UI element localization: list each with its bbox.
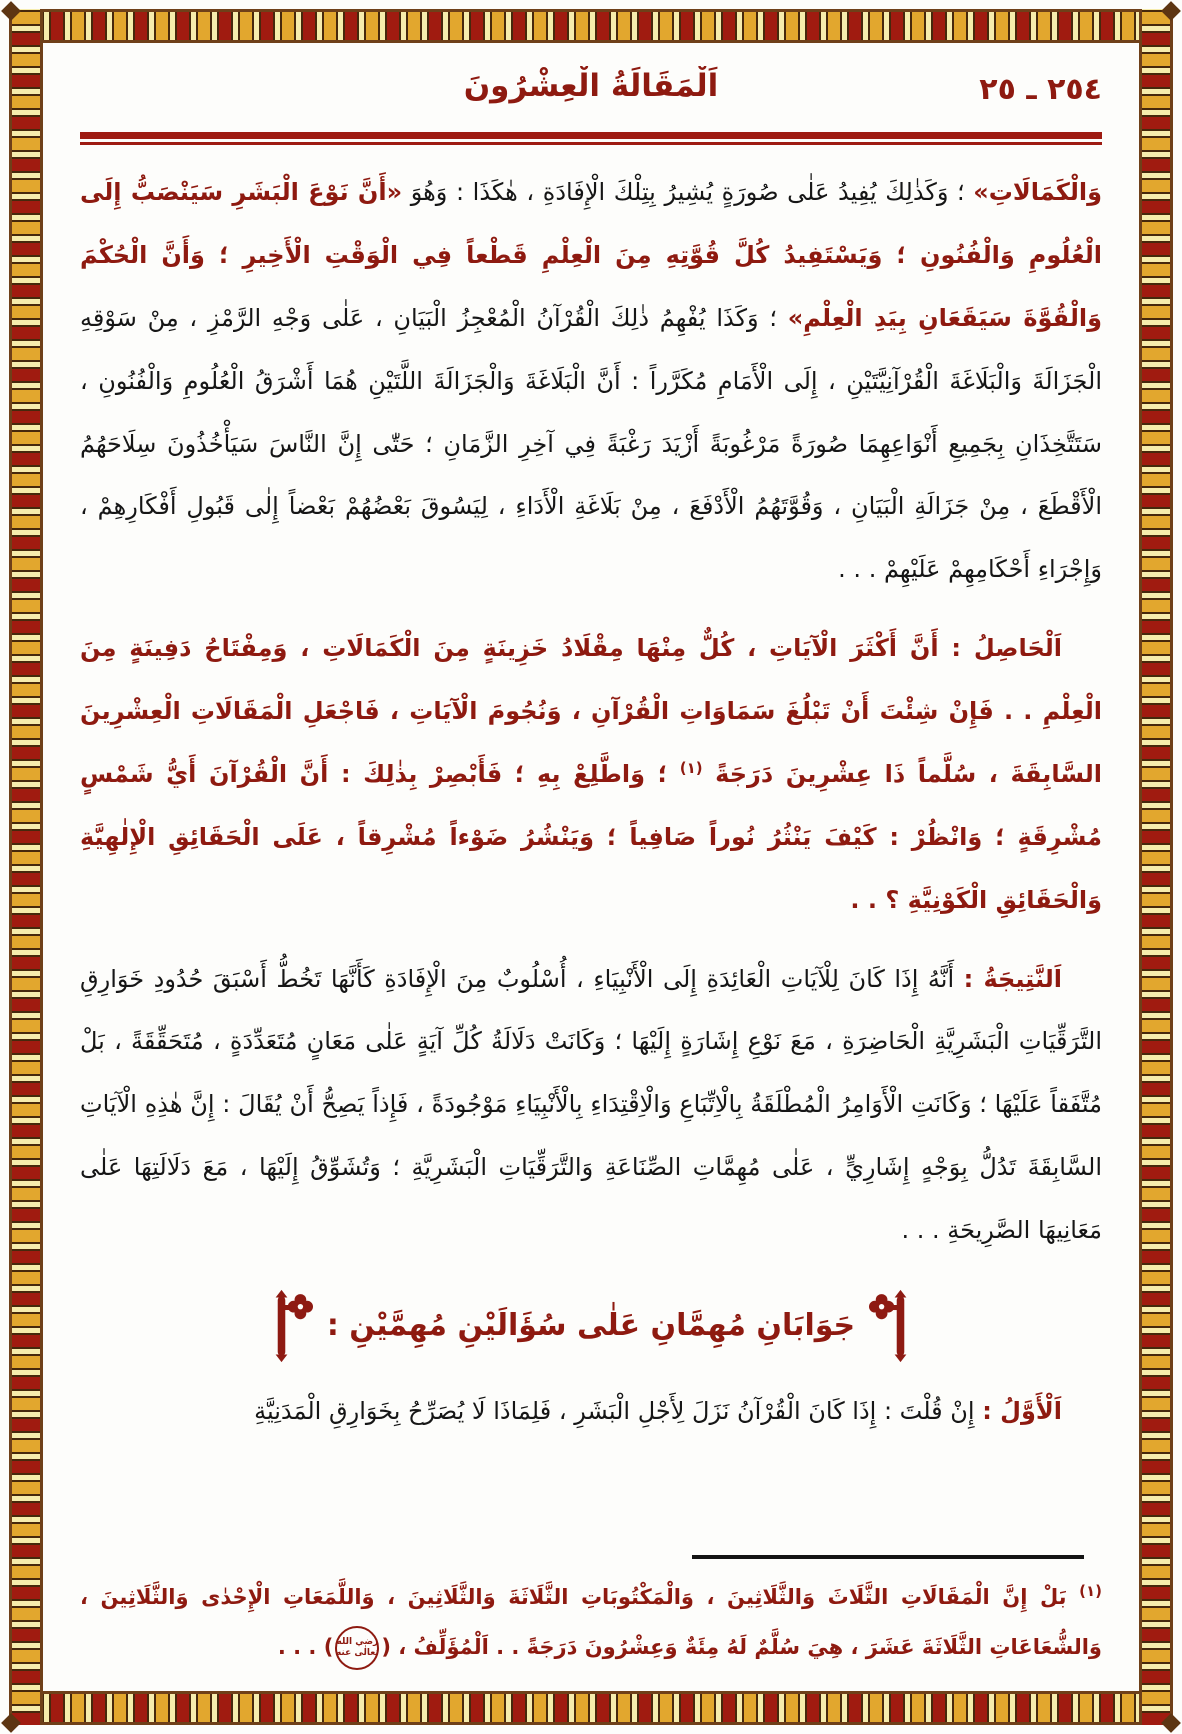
page-title: اَلْمَقَالَةُ الْعِشْرُونَ xyxy=(463,68,719,104)
paragraph-alawwal xyxy=(80,1380,1102,1443)
footnote-tail: . . . xyxy=(277,1634,324,1659)
paragraph-lead-word: اَلنَّتِيجَةُ : xyxy=(963,964,1062,993)
body-span: إِنْ قُلْتَ : إِذَا كَانَ الْقُرْآنُ نَزَلَ لِأَجْلِ الْبَشَرِ ، فَلِمَاذَا لَا يُصَرِّحُ بِخَوَارِقِ الْمَدَنِيَّةِ xyxy=(254,1396,983,1425)
header-divider-rule xyxy=(80,132,1102,145)
page-header xyxy=(80,66,1102,122)
emphasized-text: ؛ وَاطَّلِعْ بِهِ ؛ فَأَبْصِرْ بِذٰلِكَ : أَنَّ الْقُرْآنَ أَيُّ شَمْسٍ مُشْرِقَةٍ ؛ وَانْظُرْ : كَيْفَ يَنْثُرُ نُوراً صَافِياً ؛ وَيَنْشُرُ ضَوْءاً مُشْرِقاً ، عَلَى الْحَقَائِقِ الْإِلٰهِيَّةِ وَالْحَقَائِقِ الْكَوْنِيَّةِ ؟ . . xyxy=(80,759,1102,914)
ornate-border-left xyxy=(9,9,43,1725)
quoted-phrase: «أَنَّ نَوْعَ الْبَشَرِ سَيَنْصَبُّ إِلَى الْعُلُومِ وَالْفُنُونِ ؛ وَيَسْتَفِيدُ كُلَّ قُوَّتِهِ مِنَ الْعِلْمِ قَطْعاً فِي الْوَقْتِ الْأَخِيرِ ؛ وَأَنَّ الْحُكْمَ وَالْقُوَّةَ سَيَقَعَانِ بِيَدِ الْعِلْمِ» xyxy=(80,178,1102,332)
paragraph-alhasil xyxy=(80,617,1102,931)
emphasized-text: اَلْحَاصِلُ : أَنَّ أَكْثَرَ الْآيَاتِ ، كُلٌّ مِنْهَا مِقْلَادُ خَزِينَةٍ مِنَ الْكَمَالَاتِ ، وَمِفْتَاحُ دَفِينَةٍ مِنَ الْعِلْمِ . . فَإِنْ شِئْتَ أَنْ تَبْلُغَ سَمَاوَاتِ الْقُرْآنِ ، وَنُجُومَ الْآيَاتِ ، فَاجْعَلِ الْمَقَالَاتِ الْعِشْرِينَ السَّابِقَةَ ، سُلَّماً ذَا عِشْرِينَ دَرَجَةً xyxy=(80,634,1102,788)
ornate-border-top xyxy=(9,9,1173,43)
seal-text-line: تعالٰى عنه xyxy=(335,1647,379,1658)
footnote-reference: (١) xyxy=(679,758,703,777)
body-span: ؛ وَكَذٰلِكَ يُفِيدُ عَلٰى صُورَةٍ يُشِيرُ بِتِلْكَ الْإِفَادَةِ ، هٰكَذَا : وَهُوَ xyxy=(402,178,974,206)
footnote-separator-rule xyxy=(692,1555,1084,1559)
radiallahu-anhu-seal-icon xyxy=(335,1626,379,1670)
ornate-border-bottom xyxy=(9,1691,1173,1725)
paragraph-continuation xyxy=(80,161,1102,601)
paragraph-lead-word: اَلْأَوَّلُ : xyxy=(982,1396,1062,1425)
section-heading-text: جَوَابَانِ مُهِمَّانِ عَلٰى سُؤَالَيْنِ مُهِمَّيْنِ : xyxy=(326,1307,856,1343)
body-text xyxy=(80,161,1102,1443)
paren-open: ( xyxy=(381,1634,391,1659)
footnote-body: بَلْ إِنَّ الْمَقَالَاتِ الثَّلَاثَ وَالثَّلَاثِينَ ، وَالْمَكْتُوبَاتِ الثَّلَاثَةَ وَالثَّلَاثِينَ ، وَاللَّمَعَاتِ الْإِحْدٰى وَالثَّلَاثِينَ ، وَالشُّعَاعَاتِ الثَّلَاثَةَ عَشَرَ ، هِيَ سُلَّمٌ لَهُ مِئَةٌ وَعِشْرُونَ دَرَجَةً . . اَلْمُؤَلِّفُ ، xyxy=(80,1585,1102,1659)
page-number: ٢٥٤ ـ ٢٥ xyxy=(979,72,1102,107)
floral-bracket-icon xyxy=(271,1286,313,1366)
floral-bracket-icon xyxy=(869,1286,911,1366)
footnote-text xyxy=(80,1573,1102,1672)
seal-text-line: رضي الله xyxy=(336,1637,379,1648)
footnote-area xyxy=(80,1555,1102,1672)
ornate-border-right xyxy=(1139,9,1173,1725)
page-content xyxy=(80,66,1102,1544)
section-heading xyxy=(80,1286,1102,1366)
footnote-marker: (١) xyxy=(1079,1582,1102,1601)
body-span: ؛ وَكَذَا يُفْهِمُ ذٰلِكَ الْقُرْآنُ الْمُعْجِزُ الْبَيَانِ ، عَلٰى وَجْهِ الرَّمْزِ ، مِنْ سَوْقِهِ الْجَزَالَةَ وَالْبَلَاغَةَ الْقُرْآنِيَّتَيْنِ ، إِلَى الْأَمَامِ مُكَرَّراً : أَنَّ الْبَلَاغَةَ وَالْجَزَالَةَ اللَّتَيْنِ هُمَا أَشْرَقُ الْعُلُومِ وَالْفُنُونِ ، سَتَتَّخِذَانِ بِجَمِيعِ أَنْوَاعِهِمَا صُورَةً مَرْغُوبَةً أَزْيَدَ رَغْبَةً فِي آخِرِ الزَّمَانِ ؛ حَتّٰى إِنَّ النَّاسَ سَيَأْخُذُونَ سِلَاحَهُمُ الْأَقْطَعَ ، مِنْ جَزَالَةِ الْبَيَانِ ، وَقُوَّتَهُمُ الْأَدْفَعَ ، مِنْ بَلَاغَةِ الْأَدَاءِ ، لِيَسُوقَ بَعْضُهُمْ بَعْضاً إِلٰى قَبُولِ أَفْكَارِهِمْ ، وَإِجْرَاءِ أَحْكَامِهِمْ عَلَيْهِمْ . . . xyxy=(80,303,1102,584)
body-span: أَنَّهُ إِذَا كَانَ لِلْآيَاتِ الْعَائِدَةِ إِلَى الْأَنْبِيَاءِ ، أُسْلُوبٌ مِنَ الْإِفَادَةِ كَأَنَّهَا تَخُطُّ أَسْبَقَ حُدُودِ خَوَارِقِ التَّرَقِّيَاتِ الْبَشَرِيَّةِ الْحَاضِرَةِ ، مَعَ نَوْعِ إِشَارَةٍ إِلَيْهَا ؛ وَكَانَتْ دَلَالَةُ كُلِّ آيَةٍ عَلٰى مَعَانٍ مُتَعَدِّدَةٍ ، مُتَحَقِّقَةً ، بَلْ مُتَّفَقاً عَلَيْهَا ؛ وَكَانَتِ الْأَوَامِرُ الْمُطْلَقَةُ بِالْاِتِّبَاعِ وَالْاِقْتِدَاءِ بِالْأَنْبِيَاءِ مَوْجُودَةً ، فَإِذاً يَصِحُّ أَنْ يُقَالَ : إِنَّ هٰذِهِ الْآيَاتِ السَّابِقَةَ تَدُلُّ بِوَجْهٍ إِشَارِيٍّ ، عَلٰى مُهِمَّاتِ الصِّنَاعَةِ وَالتَّرَقِّيَاتِ الْبَشَرِيَّةِ ؛ وَتُشَوِّقُ إِلَيْهَا ، مَعَ دَلَالَتِهَا عَلٰى مَعَانِيهَا الصَّرِيحَةِ . . . xyxy=(80,964,1102,1244)
paren-close: ) xyxy=(323,1634,334,1659)
paragraph-annatija xyxy=(80,948,1102,1262)
quoted-phrase-end: وَالْكَمَالَاتِ» xyxy=(973,178,1102,206)
